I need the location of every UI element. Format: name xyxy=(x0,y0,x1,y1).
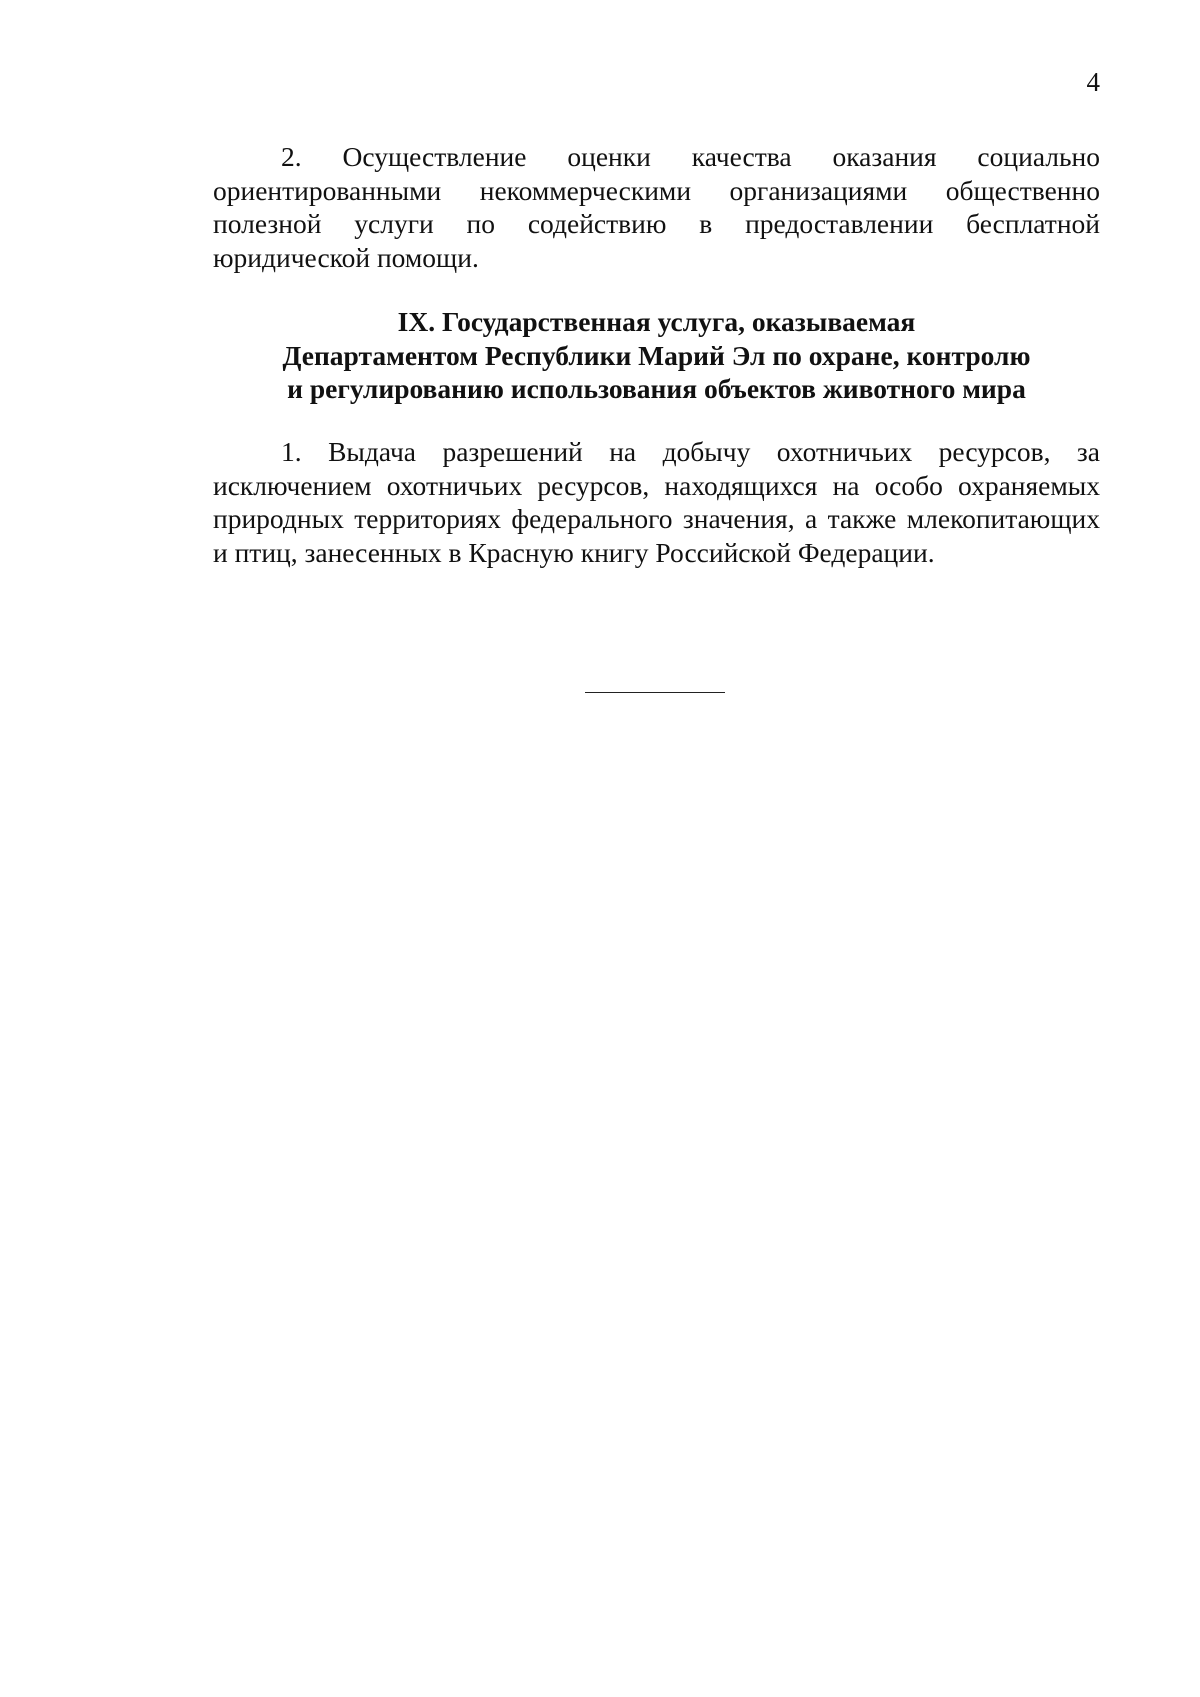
section-ix-heading xyxy=(213,305,1100,406)
section-heading-line-2: Департаментом Республики Марий Эл по охране, контролю xyxy=(282,339,1031,371)
item-1-paragraph: 1. Выдача разрешений на добычу охотничьих ресурсов, за исключением охотничьих ресурсов, находящихся на особо охраняемых природных территориях федерального значения, а также млекопитающих и птиц, занесенных в Красную книгу Российской Федерации. xyxy=(213,436,1100,568)
section-heading-line-1: IX. Государственная услуга, оказываемая xyxy=(397,306,916,337)
end-of-document-rule xyxy=(585,692,725,693)
page-number: 4 xyxy=(1086,67,1100,97)
item-2-paragraph: 2. Осуществление оценки качества оказания социально ориентированными некоммерческими организациями общественно полезной услуги по содействию в предоставлении бесплатной юридической помощи. xyxy=(213,141,1100,273)
section-heading-line-3: и регулированию использования объектов животного мира xyxy=(287,373,1026,404)
